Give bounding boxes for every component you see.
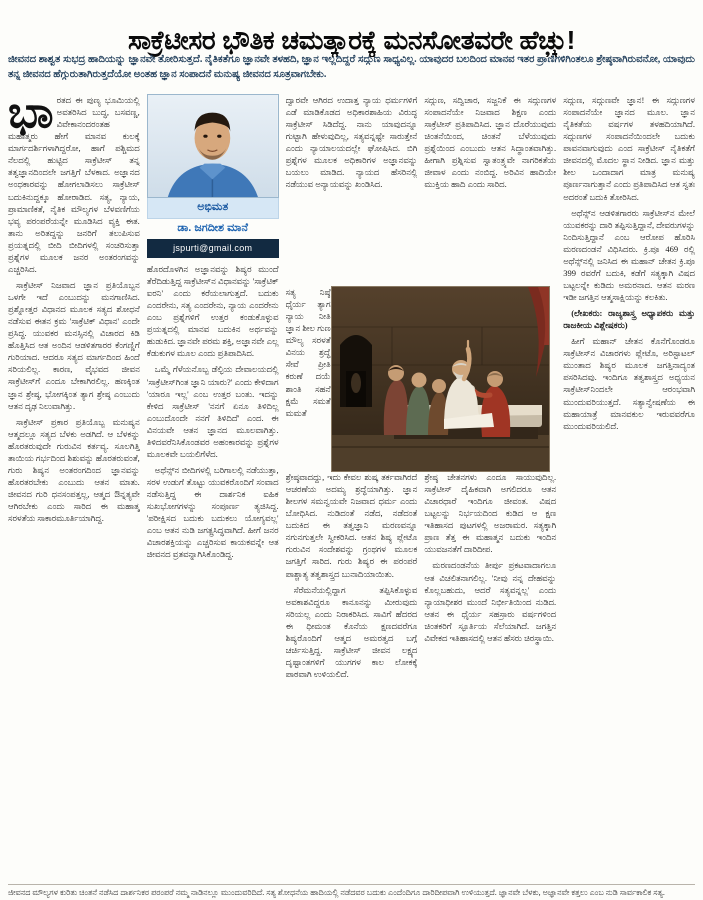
body-paragraph: ದ್ವಾರವೇ ಆಗಿರದ ಉದಾತ್ತ ನ್ಯಾಯ ಧರ್ಮಗಳಿಗೆ ಎಡೆ ಮಾಡಿಕೊಡದ ಅಧಿಕಾರಶಾಹಿಯ ವಿರುದ್ಧ ಸಾಕ್ರೆಟೀಸ್ ಸಿಡಿದೆದ್ದ. ನಾನು ಯಾವುದನ್ನೂ ಗುಟ್ಟಾಗಿ ಹೇಳುವುದಿಲ್ಲ, ಸತ್ಯವನ್ನಷ್ಟೇ ಸಾರುತ್ತೇನೆ ಎಂದು ನ್ಯಾಯಾಲಯದಲ್ಲೇ ಘೋಷಿಸಿದ. ಬಿಗಿ ಪ್ರಶ್ನೆಗಳ ಮೂಲಕ ಅಧಿಕಾರಿಗಳ ಅಜ್ಞಾನವನ್ನು ಬಯಲು ಮಾಡಿದ. ನ್ಯಾಯದ ಹೆಸರಿನಲ್ಲಿ ನಡೆಯುವ ಅನ್ಯಾಯವನ್ನು ಖಂಡಿಸಿದ. xyxy=(285,95,418,190)
article-headline: ಸಾಕ್ರೆಟೀಸರ ಭೌತಿಕ ಚಮತ್ಕಾರಕ್ಕೆ ಮನಸೋತವರೇ ಹೆಚ್ಚು! xyxy=(128,25,575,56)
body-paragraph: ಸದ್ಗುಣ, ಸದ್ವಿಚಾರ, ಸಜ್ಜನಿಕೆ ಈ ಸದ್ಗುಣಗಳ ಸಂಪಾದನೆಯೇ ನಿಜವಾದ ಶಿಕ್ಷಣ ಎಂದು ಸಾಕ್ರೆಟೀಸ್ ಪ್ರತಿಪಾದಿಸಿದ. ಜ್ಞಾನ ದೊರೆಯುವುದು ಚಿಂತನೆಯಿಂದ, ಚಿಂತನೆ ಬೆಳೆಯುವುದು ಪ್ರಶ್ನೆಯಿಂದ ಎಂಬುದು ಆತನ ಸಿದ್ಧಾಂತವಾಗಿತ್ತು. ಹೀಗಾಗಿ ಪ್ರಶ್ನಿಸುವ ಸ್ವಾತಂತ್ರ್ಯವೇ ನಾಗರಿಕತೆಯ ಜೀವಾಳ ಎಂದು ನಂಬಿದ್ದ. ಅರಿವಿನ ಹಾದಿಯೇ ಮುಕ್ತಿಯ ಹಾದಿ ಎಂದು ಸಾರಿದ. xyxy=(424,95,557,190)
body-paragraph: ಸೆರೆಮನೆಯಲ್ಲಿದ್ದಾಗ ತಪ್ಪಿಸಿಕೊಳ್ಳುವ ಅವಕಾಶವಿದ್ದರೂ ಕಾನೂನನ್ನು ಮೀರುವುದು ಸರಿಯಲ್ಲ ಎಂದು ನಿರಾಕರಿಸಿದ. ಸಾವಿಗೆ ಹೆದರದ ಈ ಧೀಮಂತ ಕೊನೆಯ ಕ್ಷಣದವರೆಗೂ ಶಿಷ್ಯರೊಂದಿಗೆ ಆತ್ಮದ ಅಮರತ್ವದ ಬಗ್ಗೆ ಚರ್ಚಿಸುತ್ತಿದ್ದ. ಸಾಕ್ರೆಟೀಸ್ ಜೀವನ ಲಕ್ಷ್ಯದ ದೃಷ್ಟಾಂತಗಳಿಗೆ ಯುಗಗಳ ಕಾಲ ಲೋಕಕ್ಕೆ ಪಾಠವಾಗಿ ಉಳಿಯಲಿದೆ. xyxy=(285,584,418,679)
body-paragraph: ಸಾಕ್ರೆಟೀಸ್ ಪ್ರಕಾರ ಪ್ರತಿಯೊಬ್ಬ ಮನುಷ್ಯನ ಆತ್ಮದಲ್ಲೂ ಸತ್ಯದ ಬೆಳಕು ಅಡಗಿದೆ. ಆ ಬೆಳಕನ್ನು ಹೊರತರುವುದೇ ಗುರುವಿನ ಕರ್ತವ್ಯ. ಸೂಲಗಿತ್ತಿ ತಾಯಿಯ ಗರ್ಭದಿಂದ ಶಿಶುವನ್ನು ಹೊರತರುವಂತೆ, ಗುರು ಶಿಷ್ಯನ ಅಂತರಂಗದಿಂದ ಜ್ಞಾನವನ್ನು ಹೊರತರಬೇಕು ಎಂಬುದು ಆತನ ಮಾತು. ಜೀವನದ ಗುರಿ ಧನಸಂಪತ್ತಲ್ಲ, ಆತ್ಮದ ಔನ್ನತ್ಯವೇ ಆಗಿರಬೇಕು ಎಂದು ಸಾರಿದ ಈ ಮಹಾತ್ಮ ಸರಳತೆಯ ಸಾಕಾರಮೂರ್ತಿಯಾಗಿದ್ದ. xyxy=(8,416,140,524)
body-paragraph: ಅಥೆನ್ಸ್‌ನ ಬೀದಿಗಳಲ್ಲಿ ಬರಿಗಾಲಲ್ಲಿ ನಡೆಯುತ್ತಾ, ಸರಳ ಉಡುಗೆ ತೊಟ್ಟು ಯುವಕರೊಂದಿಗೆ ಸಂವಾದ ನಡೆಸುತ್ತಿದ್ದ ಈ ದಾರ್ಶನಿಕ ಐಹಿಕ ಸುಖಭೋಗಗಳನ್ನು ಸಂಪೂರ್ಣ ತ್ಯಜಿಸಿದ್ದ. 'ಪರೀಕ್ಷಿಸದ ಬದುಕು ಬದುಕಲು ಯೋಗ್ಯವಲ್ಲ' ಎಂಬ ಆತನ ನುಡಿ ಜಗತ್ಪ್ರಸಿದ್ಧವಾಗಿದೆ. ಹೀಗೆ ಜನರ ವಿಚಾರಶಕ್ತಿಯನ್ನು ಎಚ್ಚರಿಸುವ ಕಾಯಕವನ್ನೇ ಆತ ಜೀವನದ ವ್ರತವನ್ನಾಗಿಸಿಕೊಂಡಿದ್ದ. xyxy=(146,464,279,560)
article-columns xyxy=(8,94,695,882)
column-1 xyxy=(8,94,140,882)
body-paragraph: ಶ್ರೇಷ್ಠವಾದದ್ದು, ಇದು ಕೇವಲ ಶುಷ್ಕ ತರ್ಕವಾಗಿರದೆ ಆಚರಣೆಯ ಅದಮ್ಯ ಶ್ರದ್ಧೆಯಾಗಿತ್ತು. ಜ್ಞಾನ ಶೀಲಗಳ ಸಮನ್ವಯವೇ ನಿಜವಾದ ಧರ್ಮ ಎಂದು ಬೋಧಿಸಿದ. ನುಡಿದಂತೆ ನಡೆದ, ನಡೆದಂತೆ ಬದುಕಿದ ಈ ತತ್ವಜ್ಞಾನಿ ಮರಣವನ್ನೂ ನಗುನಗುತ್ತಲೇ ಸ್ವೀಕರಿಸಿದ. ಆತನ ಶಿಷ್ಯ ಪ್ಲೇಟೊ ಗುರುವಿನ ಸಂದೇಶವನ್ನು ಗ್ರಂಥಗಳ ಮೂಲಕ ಜಗತ್ತಿಗೆ ಸಾರಿದ. ಗುರು ಶಿಷ್ಯರ ಈ ಪರಂಪರೆ ಪಾಶ್ಚಾತ್ಯ ತತ್ವಶಾಸ್ತ್ರದ ಬುನಾದಿಯಾಯಿತು. xyxy=(285,472,418,579)
author-card xyxy=(147,94,279,258)
author-attribution: (ಲೇಖಕರು: ರಾಜ್ಯಶಾಸ್ತ್ರ ಅಧ್ಯಾಪಕರು ಮತ್ತು ರಾಜಕೀಯ ವಿಶ್ಲೇಷಕರು) xyxy=(563,308,695,331)
narrow-wrap-text: ಸತ್ಯ ನಿಷ್ಠೆ ಧೈರ್ಯ ತ್ಯಾಗ ನ್ಯಾಯ ನೀತಿ ಜ್ಞಾನ ಶೀಲ ಗುಣ ಮೌಲ್ಯ ಸರಳತೆ ವಿನಯ ಶ್ರದ್ಧೆ ಸೇವೆ ಪ್ರೀತಿ ಕರುಣೆ ದಯೆ ಶಾಂತಿ ಸಹನೆ ಕ್ಷಮೆ ಸಮತೆ ಮಮತೆ xyxy=(285,287,331,418)
next-row-clipped-text: ಜೀವನದ ಮೌಲ್ಯಗಳ ಕುರಿತು ಚಿಂತನೆ ನಡೆಸಿದ ದಾರ್ಶನಿಕರ ಪರಂಪರೆ ನಮ್ಮ ನಾಡಿನಲ್ಲೂ ಮುಂದುವರಿದಿದೆ. ಸತ್ಯ ಶೋಧನೆಯ ಹಾದಿಯಲ್ಲಿ ನಡೆದವರ ಬದುಕು ಎಂದೆಂದಿಗೂ ದಾರಿದೀಪವಾಗಿ ಉಳಿಯುತ್ತದೆ. ಜ್ಞಾನವೇ ಬೆಳಕು, ಅಜ್ಞಾನವೇ ಕತ್ತಲು ಎಂಬ ನುಡಿ ಸಾರ್ವಕಾಲಿಕ ಸತ್ಯ. xyxy=(8,884,695,900)
column-3 xyxy=(286,94,418,882)
opinion-label: ಅಭಿಮತ xyxy=(147,198,279,219)
body-paragraph: ಹೀಗೆ ಮಹಾನ್ ಚೇತನ ಕೊನೆಗೊಂಡರೂ ಸಾಕ್ರೆಟೀಸ್‌ನ ವಿಚಾರಗಳು ಪ್ಲೇಟೊ, ಅರಿಸ್ಟಾಟಲ್ ಮುಂತಾದ ಶಿಷ್ಯರ ಮೂಲಕ ಜಗತ್ತಿನಾದ್ಯಂತ ಪಸರಿಸಿದವು. ಇಂದಿಗೂ ತತ್ವಶಾಸ್ತ್ರದ ಅಧ್ಯಯನ ಸಾಕ್ರೆಟೀಸ್‌ನಿಂದಲೇ ಆರಂಭವಾಗಿ ಮುಂದುವರಿಯುತ್ತದೆ. ಸತ್ಯಾನ್ವೇಷಣೆಯ ಈ ಮಹಾಯಾತ್ರೆ ಮಾನವಕುಲ ಇರುವವರೆಗೂ ಮುಂದುವರಿಯಲಿದೆ. xyxy=(563,336,695,431)
body-paragraph: ಮರಣದಂಡನೆಯ ತೀರ್ಪು ಪ್ರಕಟವಾದಾಗಲೂ ಆತ ವಿಚಲಿತನಾಗಲಿಲ್ಲ. 'ನೀವು ನನ್ನ ದೇಹವನ್ನು ಕೊಲ್ಲಬಹುದು, ಆದರೆ ಸತ್ಯವನ್ನಲ್ಲ' ಎಂದು ನ್ಯಾಯಾಧೀಶರ ಮುಂದೆ ನಿರ್ಭೀತಿಯಿಂದ ನುಡಿದ. ಆತನ ಈ ಧೈರ್ಯ ಸಹಸ್ರಾರು ವರ್ಷಗಳಿಂದ ಚಿಂತಕರಿಗೆ ಸ್ಫೂರ್ತಿಯ ಸೆಲೆಯಾಗಿದೆ. ಜಗತ್ತಿನ ವಿವೇಕದ ಇತಿಹಾಸದಲ್ಲಿ ಆತನ ಹೆಸರು ಚಿರಸ್ಥಾಯಿ. xyxy=(424,560,557,643)
author-email: jspurti@gmail.com xyxy=(147,239,279,258)
body-paragraph: ಸಾಕ್ರೆಟೀಸ್ ನಿಜವಾದ ಜ್ಞಾನ ಪ್ರತಿಯೊಬ್ಬನ ಒಳಗೇ ಇದೆ ಎಂಬುದನ್ನು ಮನಗಾಣಿಸಿದ. ಪ್ರಶ್ನೋತ್ತರ ವಿಧಾನದ ಮೂಲಕ ಸತ್ಯದ ಶೋಧನೆ ನಡೆಸುವ ಈತನ ಕ್ರಮ 'ಸಾಕ್ರೆಟಿಕ್ ವಿಧಾನ' ಎಂದೇ ಪ್ರಸಿದ್ಧ. ಯುವಕರ ಮನಸ್ಸಿನಲ್ಲಿ ವಿಚಾರದ ಕಿಡಿ ಹೊತ್ತಿಸಿದ ಆತ ಅಂದಿನ ಆಡಳಿತಗಾರರ ಕೆಂಗಣ್ಣಿಗೆ ಗುರಿಯಾದ. ಆದರೂ ಸತ್ಯದ ಮಾರ್ಗದಿಂದ ಹಿಂದೆ ಸರಿಯಲಿಲ್ಲ. ಕಾರಣ, ವೈಭವದ ಜೀವನ ಸಾಕ್ರೆಟೀಸ್‌ಗೆ ಎಂದೂ ಬೇಕಾಗಿರಲಿಲ್ಲ. ಹಣಕ್ಕಿಂತ ಜ್ಞಾನ ಶ್ರೇಷ್ಠ, ಭೋಗಕ್ಕಿಂತ ತ್ಯಾಗ ಶ್ರೇಷ್ಠ ಎಂಬುದು ಆತನ ದೃಢ ನಿಲುವಾಗಿತ್ತು. xyxy=(8,279,140,411)
column-4 xyxy=(424,94,556,882)
author-portrait-photo xyxy=(147,94,279,198)
column-5 xyxy=(563,94,695,882)
column-2 xyxy=(147,94,279,882)
death-of-socrates-painting xyxy=(332,287,549,471)
body-paragraph: ಅಥೆನ್ಸ್‌ನ ಆಡಳಿತಗಾರರು ಸಾಕ್ರೆಟೀಸ್‌ನ ಮೇಲೆ ಯುವಕರನ್ನು ದಾರಿ ತಪ್ಪಿಸುತ್ತಿದ್ದಾನೆ, ದೇವರುಗಳನ್ನು ನಿಂದಿಸುತ್ತಿದ್ದಾನೆ ಎಂಬ ಆರೋಪ ಹೊರಿಸಿ ಮರಣದಂಡನೆ ವಿಧಿಸಿದರು. ಕ್ರಿ.ಪೂ 469 ರಲ್ಲಿ ಅಥೆನ್ಸ್‌ನಲ್ಲಿ ಜನಿಸಿದ ಈ ಮಹಾನ್ ಚೇತನ ಕ್ರಿ.ಪೂ 399 ರವರೆಗೆ ಬದುಕಿ, ಕಡೆಗೆ ಸತ್ಯಕ್ಕಾಗಿ ವಿಷದ ಬಟ್ಟಲನ್ನೇ ಕುಡಿದು ಅಮರನಾದ. ಆತನ ಮರಣ ಇಡೀ ಜಗತ್ತಿನ ಆತ್ಮಸಾಕ್ಷಿಯನ್ನು ಕಲಕಿತು. xyxy=(563,207,695,302)
body-paragraph: ಸದ್ಗುಣ, ಸದ್ಗುಣವೇ ಜ್ಞಾನ! ಈ ಸದ್ಗುಣಗಳ ಸಂಪಾದನೆಯೇ ಜ್ಞಾನದ ಮೂಲ. ಜ್ಞಾನ ನೈತಿಕತೆಯ ವರ್ಷಗಳ ತಳಹದಿಯಾಗಿದೆ. ಸದ್ಗುಣಗಳ ಸಂಪಾದನೆಯಿಂದಲೇ ಬದುಕು ಪಾವನವಾಗುವುದು ಎಂದ ಸಾಕ್ರೆಟೀಸ್ ನೈತಿಕತೆಗೆ ಜೀವನದಲ್ಲಿ ಮೊದಲ ಸ್ಥಾನ ನೀಡಿದ. ಜ್ಞಾನ ಮತ್ತು ಶೀಲ ಒಂದಾದಾಗ ಮಾತ್ರ ಮನುಷ್ಯ ಪೂರ್ಣನಾಗುತ್ತಾನೆ ಎಂದು ಪ್ರತಿಪಾದಿಸಿದ ಆತ ಸ್ವತಃ ಅದರಂತೆ ಬದುಕಿ ತೋರಿಸಿದ. xyxy=(563,95,695,202)
article-subhead: ಜೀವನದ ಶಾಶ್ವತ ಸುಭದ್ರ ಹಾದಿಯನ್ನು ಜ್ಞಾನವೇ ತೋರಿಸುತ್ತದೆ. ನೈತಿಕತೆಗೂ ಜ್ಞಾನವೇ ತಳಹದಿ, ಜ್ಞಾನ ಇಲ್ಲದಿದ್ದರೆ ಸದ್ಗುಣ ಸಾಧ್ಯವಿಲ್ಲ. ಯಾವುದರ ಬಲದಿಂದ ಮಾನವ ಇತರ ಪ್ರಾಣಿಗಳಿಗಿಂತಲೂ ಶ್ರೇಷ್ಠವಾಗಿರುವನೋ, ಯಾವುದು ತನ್ನ ಜೀವನದ ಹೆಗ್ಗುರುತಾಗಿರುತ್ತದೆಯೋ ಅಂತಹ ಜ್ಞಾನ ಸಂಪಾದನೆ ಮನುಷ್ಯ ಜೀವನದ ಸೂತ್ರವಾಗಬೇಕು. xyxy=(8,54,695,80)
author-name: ಡಾ. ಜಗದೀಶ ಮಾನೆ xyxy=(177,221,248,234)
body-paragraph: ಹೊರದೊಳಗಿನ ಅಜ್ಞಾನವನ್ನು ಶಿಷ್ಯರ ಮುಂದೆ ತೆರೆದಿಡುತ್ತಿದ್ದ ಸಾಕ್ರೆಟೀಸ್‌ನ ವಿಧಾನವನ್ನು 'ಸಾಕ್ರೆಟಿಕ್ ಐರನಿ' ಎಂದು ಕರೆಯಲಾಗುತ್ತದೆ. ಬದುಕು ಎಂದರೇನು, ಸತ್ಯ ಎಂದರೇನು, ನ್ಯಾಯ ಎಂದರೇನು ಎಂಬ ಪ್ರಶ್ನೆಗಳಿಗೆ ಉತ್ತರ ಕಂಡುಕೊಳ್ಳುವ ಪ್ರಯತ್ನದಲ್ಲಿ ಮಾನವ ಬದುಕಿನ ಅರ್ಥವನ್ನು ಹುಡುಕಿದ. ಜ್ಞಾನವೇ ಪರಮ ಶಕ್ತಿ, ಅಜ್ಞಾನವೇ ಎಲ್ಲ ಕೆಡುಕುಗಳ ಮೂಲ ಎಂದು ಪ್ರತಿಪಾದಿಸಿದ. xyxy=(146,263,279,359)
painting-illustration xyxy=(332,287,549,471)
drop-cap: ಭಾ xyxy=(8,94,54,137)
distant-figure xyxy=(351,373,361,393)
body-paragraph: ರತದ ಈ ಪುಣ್ಯ ಭೂಮಿಯಲ್ಲಿ ಅವತರಿಸಿದ ಬುದ್ಧ, ಬಸವಣ್ಣ, ವಿವೇಕಾನಂದರಂತಹ ಮಹಾತ್ಮರು ಹೇಗೆ ಮಾನವ ಕುಲಕ್ಕೆ ಮಾರ್ಗದರ್ಶಿಗಳಾಗಿದ್ದರೋ, ಹಾಗೆ ಪಶ್ಚಿಮದ ನೆಲದಲ್ಲಿ ಹುಟ್ಟಿದ ಸಾಕ್ರೆಟೀಸ್ ತನ್ನ ತತ್ವಜ್ಞಾನದಿಂದಲೇ ಜಗತ್ತಿಗೆ ಬೆಳಕಾದ. ಅಜ್ಞಾನದ ಅಂಧಕಾರವನ್ನು ಹೋಗಲಾಡಿಸಲು ಸಾಕ್ರೆಟೀಸ್ ಬದುಕಿನುದ್ದಕ್ಕೂ ಹೋರಾಡಿದ. ಸತ್ಯ, ನ್ಯಾಯ, ಪ್ರಾಮಾಣಿಕತೆ, ನೈತಿಕ ಮೌಲ್ಯಗಳ ಬೆಳವಣಿಗೆಯ ಭವ್ಯ ಪರಂಪರೆಯನ್ನೇ ಮೂಡಿಸಿದ ವ್ಯಕ್ತಿ ಈತ. ತಾನು ಅರಿತದ್ದನ್ನು ಜನರಿಗೆ ತಲುಪಿಸುವ ಪ್ರಯತ್ನದಲ್ಲಿ ಬೀದಿ ಬೀದಿಗಳಲ್ಲಿ ಸಂಚರಿಸುತ್ತಾ ಪ್ರಶ್ನೆಗಳ ಮೂಲಕ ಜನರ ಅಂತರಂಗವನ್ನು ಎಚ್ಚರಿಸಿದ. xyxy=(8,95,140,274)
body-paragraph: ಶ್ರೇಷ್ಠ ಚೇತನಗಳು ಎಂದೂ ಸಾಯುವುದಿಲ್ಲ. ಸಾಕ್ರೆಟೀಸ್ ದೈಹಿಕವಾಗಿ ಅಗಲಿದರೂ ಆತನ ವಿಚಾರಧಾರೆ ಇಂದಿಗೂ ಜೀವಂತ. ವಿಷದ ಬಟ್ಟಲನ್ನು ನಿರ್ಭಯದಿಂದ ಕುಡಿದ ಆ ಕ್ಷಣ ಇತಿಹಾಸದ ಪುಟಗಳಲ್ಲಿ ಅಜರಾಮರ. ಸತ್ಯಕ್ಕಾಗಿ ಪ್ರಾಣ ತೆತ್ತ ಈ ಮಹಾತ್ಮನ ಬದುಕು ಇಂದಿನ ಯುವಜನತೆಗೆ ದಾರಿದೀಪ. xyxy=(424,472,557,555)
body-paragraph: ಒಮ್ಮೆ ಗೆಳೆಯನೊಬ್ಬ ಡೆಲ್ಫಿಯ ದೇವಾಲಯದಲ್ಲಿ 'ಸಾಕ್ರೆಟೀಸ್‌ಗಿಂತ ಜ್ಞಾನಿ ಯಾರು?' ಎಂದು ಕೇಳಿದಾಗ 'ಯಾರೂ ಇಲ್ಲ' ಎಂಬ ಉತ್ತರ ಬಂತು. ಇದನ್ನು ಕೇಳಿದ ಸಾಕ್ರೆಟೀಸ್ 'ನನಗೆ ಏನೂ ತಿಳಿದಿಲ್ಲ ಎಂಬುದೊಂದೇ ನನಗೆ ತಿಳಿದಿದೆ' ಎಂದ. ಈ ವಿನಯವೇ ಆತನ ಜ್ಞಾನದ ಮೂಲವಾಗಿತ್ತು. ತಿಳಿದವರೆನಿಸಿಕೊಂಡವರ ಅಹಂಕಾರವನ್ನು ಪ್ರಶ್ನೆಗಳ ಮೂಲಕವೇ ಬಯಲಿಗೆಳೆದ. xyxy=(146,364,279,459)
